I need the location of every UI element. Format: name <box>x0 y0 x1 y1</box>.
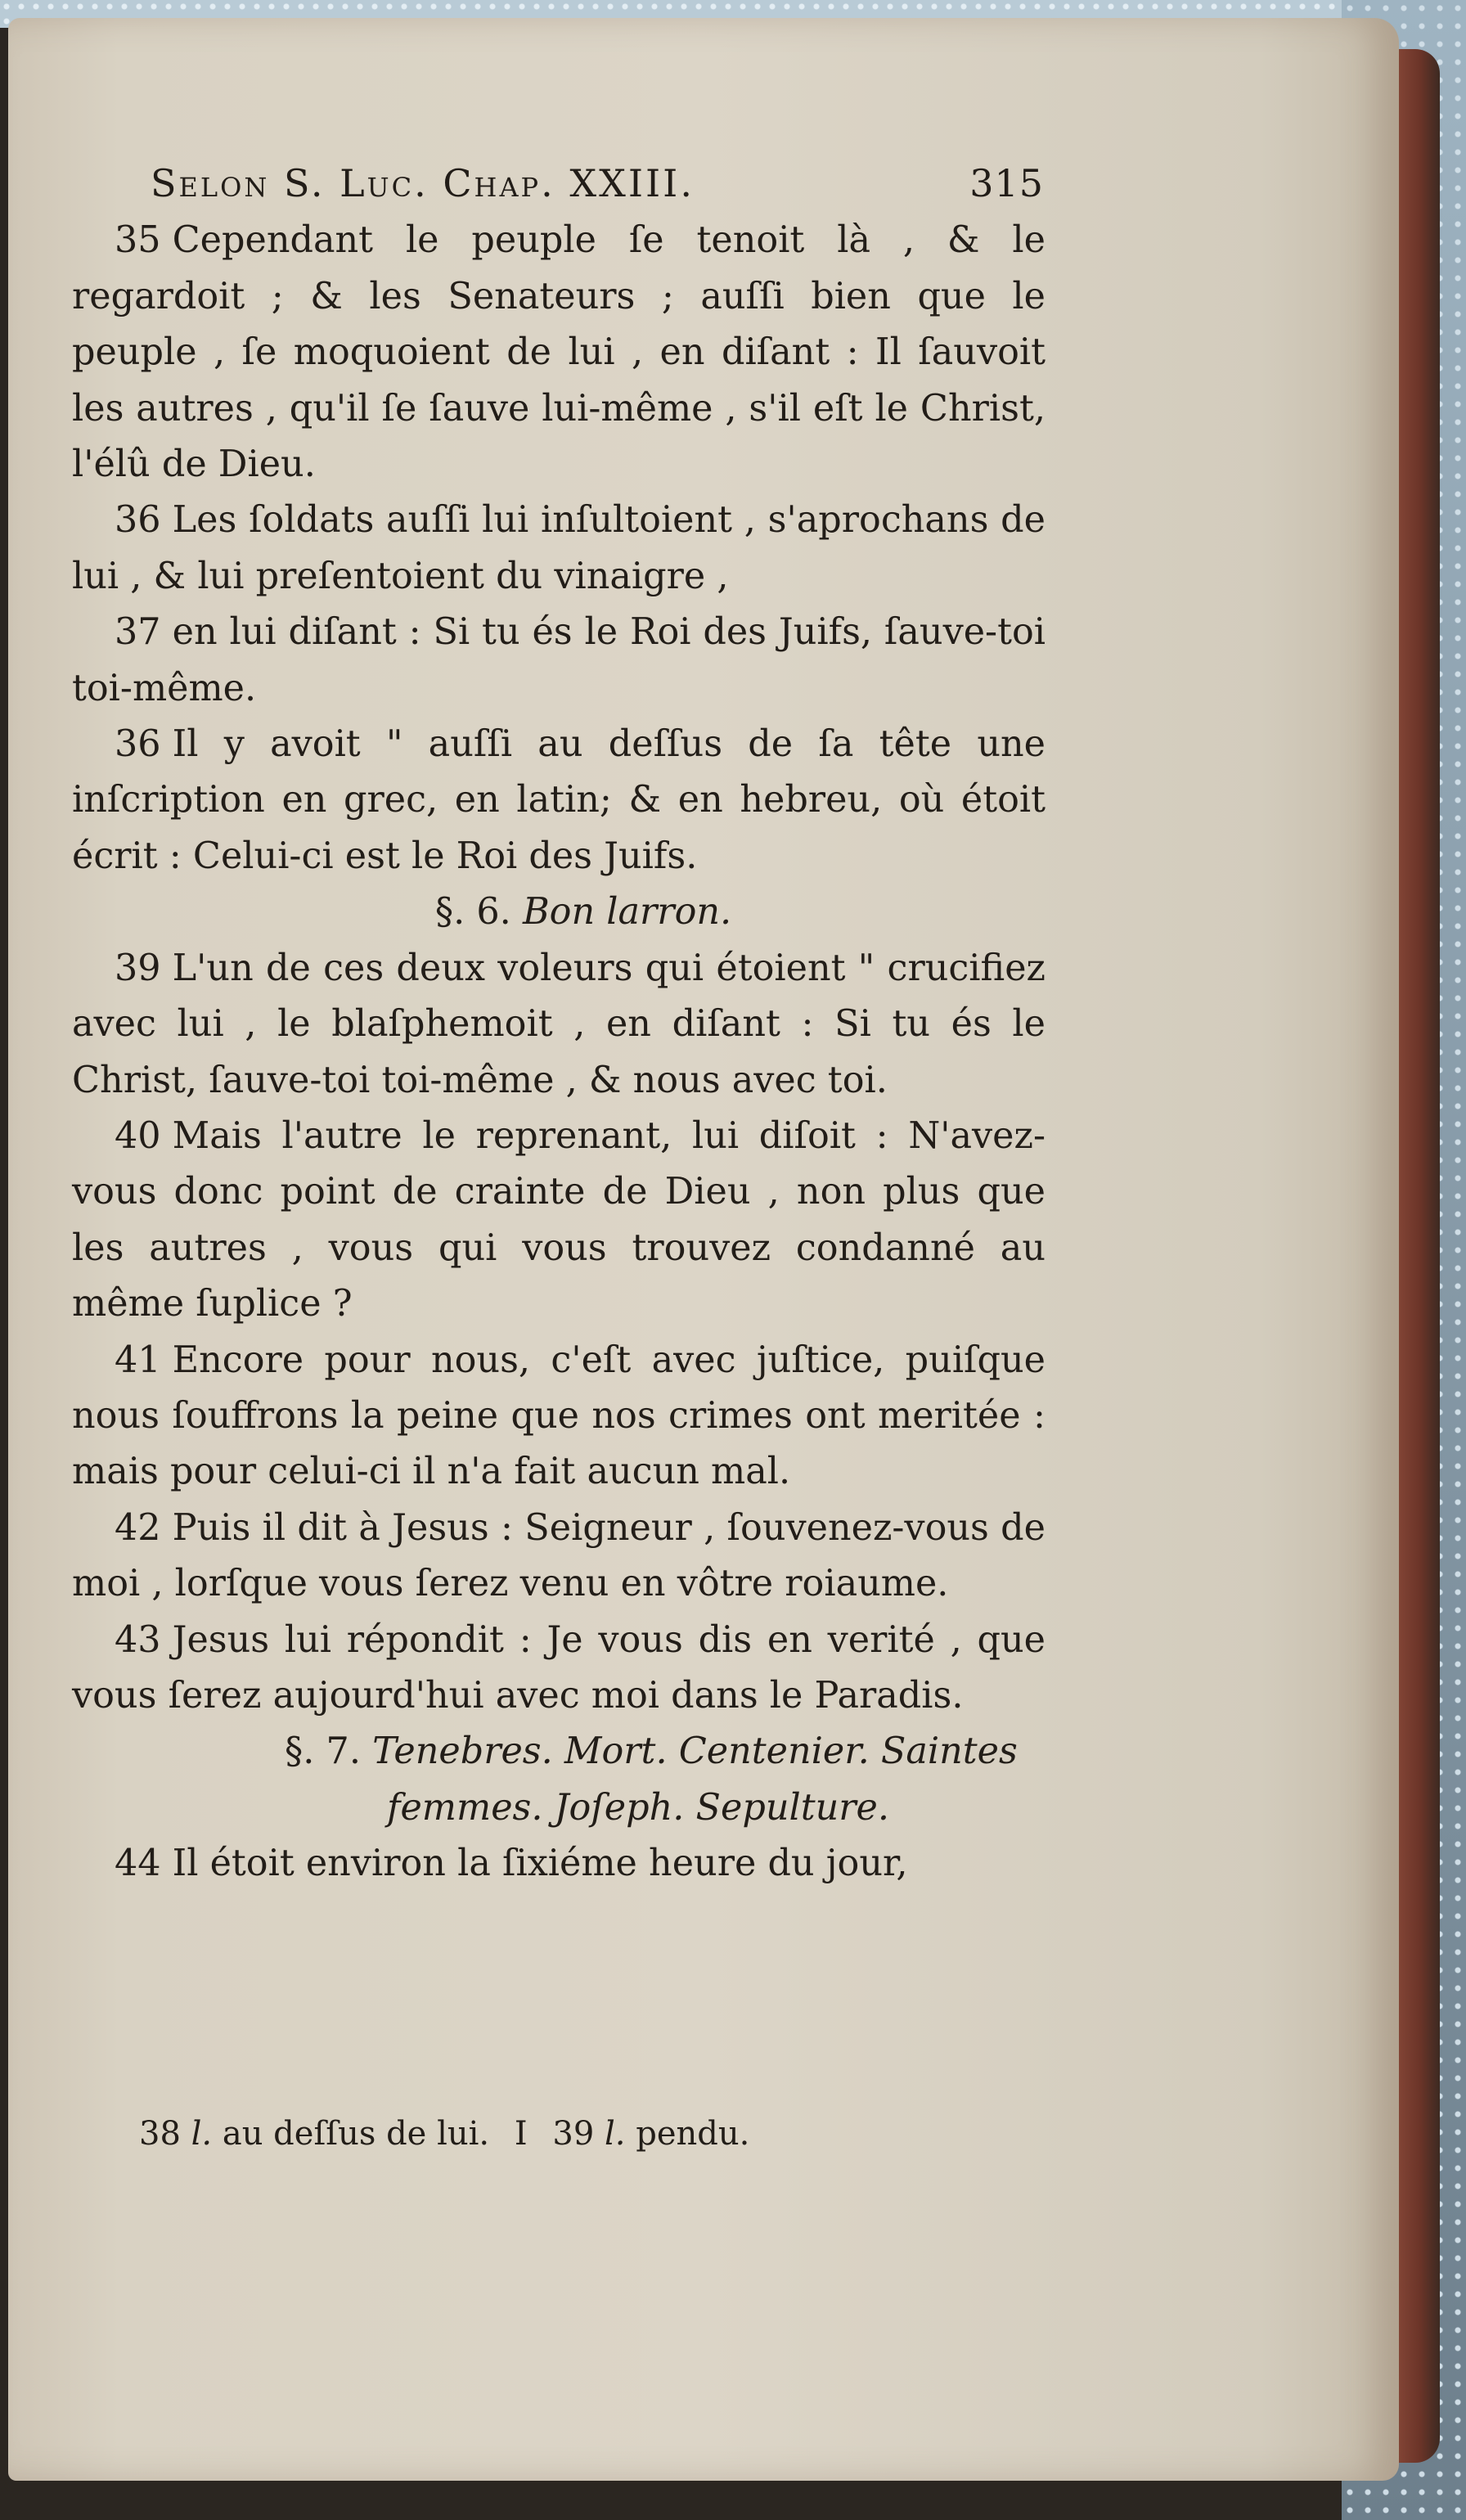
footnotes <box>139 2115 957 2153</box>
footnote-38-text: au deſſus de lui. <box>222 2115 490 2153</box>
verse-text: Mais l'autre le reprenant, lui diſoit : N'avez-vous donc point de crainte de Dieu , non plus que les autres , vous qui vous trouvez condanné au même ſuplice ? <box>72 1114 1046 1325</box>
verse-text: en lui diſant : Si tu és le Roi des Juifs, ſauve-toi toi-même. <box>72 611 1046 709</box>
footnote-separator: I <box>514 2115 528 2153</box>
section-title-line1: Tenebres. Mort. Centenier. Saintes <box>372 1730 1018 1773</box>
verse-37 <box>72 605 1046 717</box>
verse-number: 37 <box>115 611 161 654</box>
verse-36 <box>72 493 1046 605</box>
verse-number: 43 <box>115 1618 161 1661</box>
verse-text: Encore pour nous, c'eſt avec juſtice, puiſque nous ſouffrons la peine que nos crimes ont meritée : mais pour celui-ci il n'a fait aucun mal. <box>72 1339 1046 1493</box>
section-title-line2: femmes. Joſeph. Sepulture. <box>387 1786 890 1829</box>
verse-number: 35 <box>115 219 161 262</box>
verse-43 <box>72 1613 1046 1725</box>
running-head-title: Selon S. Luc. Chap. XXIII. <box>151 161 695 205</box>
verse-41 <box>72 1333 1046 1501</box>
footnote-39-marker: l. <box>605 2115 626 2153</box>
footnote-39-text: pendu. <box>636 2115 750 2153</box>
verse-text: Les ſoldats auſſi lui inſultoient , s'aprochans de lui , & lui preſentoient du vinaigre , <box>72 499 1046 597</box>
verse-38 <box>72 717 1046 884</box>
verse-text: Jesus lui répondit : Je vous dis en verité , que vous ſerez aujourd'hui avec moi dans le Paradis. <box>72 1618 1046 1717</box>
verse-40 <box>72 1109 1046 1333</box>
section-heading-7 <box>72 1724 1046 1780</box>
verse-number: 36 <box>115 499 161 542</box>
book-page <box>8 18 1399 2481</box>
page-number: 315 <box>969 161 1044 205</box>
verse-42 <box>72 1501 1046 1613</box>
footnote-38-number: 38 <box>139 2115 181 2153</box>
verse-number: 44 <box>115 1843 161 1885</box>
section-heading-7-cont <box>72 1780 1046 1836</box>
verse-44 <box>72 1836 1046 1892</box>
verse-text: L'un de ces deux voleurs qui étoient " crucifiez avec lui , le blaſphemoit , en diſant : Si tu és le Christ, ſauve-toi toi-même , & nous avec toi. <box>72 947 1046 1101</box>
verse-number: 41 <box>115 1339 161 1381</box>
verse-number: 39 <box>115 947 161 989</box>
verse-text: Il étoit environ la ſixiéme heure du jour, <box>172 1843 908 1885</box>
verse-39 <box>72 941 1046 1109</box>
section-number: §. 7. <box>285 1730 361 1773</box>
verse-number: 42 <box>115 1506 161 1549</box>
verse-number: 40 <box>115 1114 161 1157</box>
page-text <box>72 155 1046 1892</box>
footnote-38-marker: l. <box>191 2115 213 2153</box>
verse-text: Cependant le peuple ſe tenoit là , & le regardoit ; & les Senateurs ; auſſi bien que le peuple , ſe moquoient de lui , en diſant : Il ſauvoit les autres , qu'il ſe ſauve lui-même , s'il eſt le Christ, l'élû de Dieu. <box>72 219 1046 486</box>
section-number: §. 6. <box>434 891 511 934</box>
footnote-39-number: 39 <box>552 2115 595 2153</box>
section-title: Bon larron. <box>522 891 732 934</box>
section-heading-6 <box>72 884 1046 940</box>
verse-text: Il y avoit " auſſi au deſſus de ſa tête une inſcription en grec, en latin; & en hebreu, où étoit écrit : Celui-ci est le Roi des Juifs. <box>72 723 1046 877</box>
running-head <box>72 155 1046 211</box>
verse-text: Puis il dit à Jesus : Seigneur , ſouvenez-vous de moi , lorſque vous ſerez venu en vôtre roiaume. <box>72 1506 1046 1605</box>
verse-35 <box>72 213 1046 493</box>
verse-number: 36 <box>115 723 161 766</box>
